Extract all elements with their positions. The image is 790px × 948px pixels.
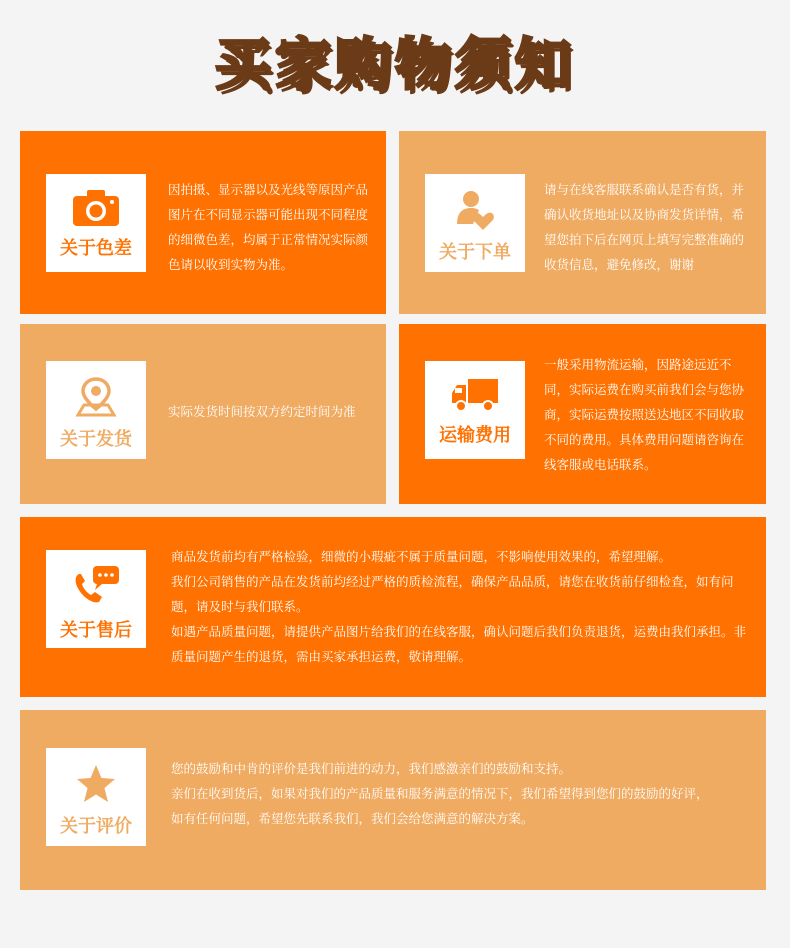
card-paragraph: 商品发货前均有严格检验，细微的小瑕疵不属于质量问题，不影响使用效果的，希望理解。: [171, 549, 672, 564]
truck-icon: [450, 375, 500, 415]
card-text: [168, 177, 372, 277]
card-paragraph: 如有任何问题，希望您先联系我们，我们会给您满意的解决方案。: [171, 811, 534, 826]
card-after-sales: [20, 517, 766, 697]
card-ordering: [399, 131, 766, 314]
card-shipping-cost: [399, 324, 766, 504]
icon-box-color-difference: [46, 174, 146, 272]
phone-chat-icon: [71, 564, 121, 610]
card-label: 关于售后: [60, 620, 132, 641]
card-label: 运输费用: [439, 425, 511, 446]
card-text: [544, 177, 750, 277]
card-paragraph: 实际发货时间按双方约定时间为准: [168, 404, 356, 419]
page-title: 买家购物须知: [215, 33, 575, 98]
card-label: 关于发货: [60, 429, 132, 450]
icon-box-shipping-cost: [425, 361, 525, 459]
card-paragraph: 请与在线客服联系确认是否有货，并确认收货地址以及协商发货详情，希望您拍下后在网页上填写完整准确的收货信息，避免修改，谢谢: [544, 182, 745, 272]
card-label: 关于下单: [439, 242, 511, 263]
card-paragraph: 一般采用物流运输，因路途远近不同，实际运费在购买前我们会与您协商，实际运费按照送达地区不同收取不同的费用。具体费用问题请咨询在线客服或电话联系。: [544, 357, 745, 472]
card-color-difference: [20, 131, 386, 314]
icon-box-ordering: [425, 174, 525, 272]
card-text: [171, 756, 756, 831]
location-pin-icon: [74, 375, 118, 419]
card-paragraph: 我们公司销售的产品在发货前均经过严格的质检流程，确保产品品质，请您在收货前仔细检查，如有问题，请及时与我们联系。: [171, 574, 734, 614]
user-heart-icon: [453, 188, 497, 232]
card-paragraph: 您的鼓励和中肯的评价是我们前进的动力，我们感激亲们的鼓励和支持。: [171, 761, 572, 776]
card-shipping: [20, 324, 386, 504]
card-label: 关于色差: [60, 238, 132, 259]
card-text: [168, 399, 368, 424]
card-reviews: [20, 710, 766, 890]
camera-icon: [71, 188, 121, 228]
card-label: 关于评价: [60, 816, 132, 837]
card-text: [544, 352, 750, 477]
icon-box-shipping: [46, 361, 146, 459]
icon-box-reviews: [46, 748, 146, 846]
card-paragraph: 亲们在收到货后，如果对我们的产品质量和服务满意的情况下，我们希望得到您们的鼓励的好评，: [171, 786, 709, 801]
page-title-banner: [0, 16, 790, 106]
star-icon: [74, 762, 118, 806]
card-paragraph: 如遇产品质量问题，请提供产品图片给我们的在线客服，确认问题后我们负责退货，运费由我们承担。非质量问题产生的退货，需由买家承担运费，敬请理解。: [171, 624, 747, 664]
icon-box-after-sales: [46, 550, 146, 648]
card-text: [171, 544, 751, 669]
card-paragraph: 因拍摄、显示器以及光线等原因产品图片在不同显示器可能出现不同程度的细微色差，均属于正常情况实际颜色请以收到实物为准。: [168, 182, 369, 272]
